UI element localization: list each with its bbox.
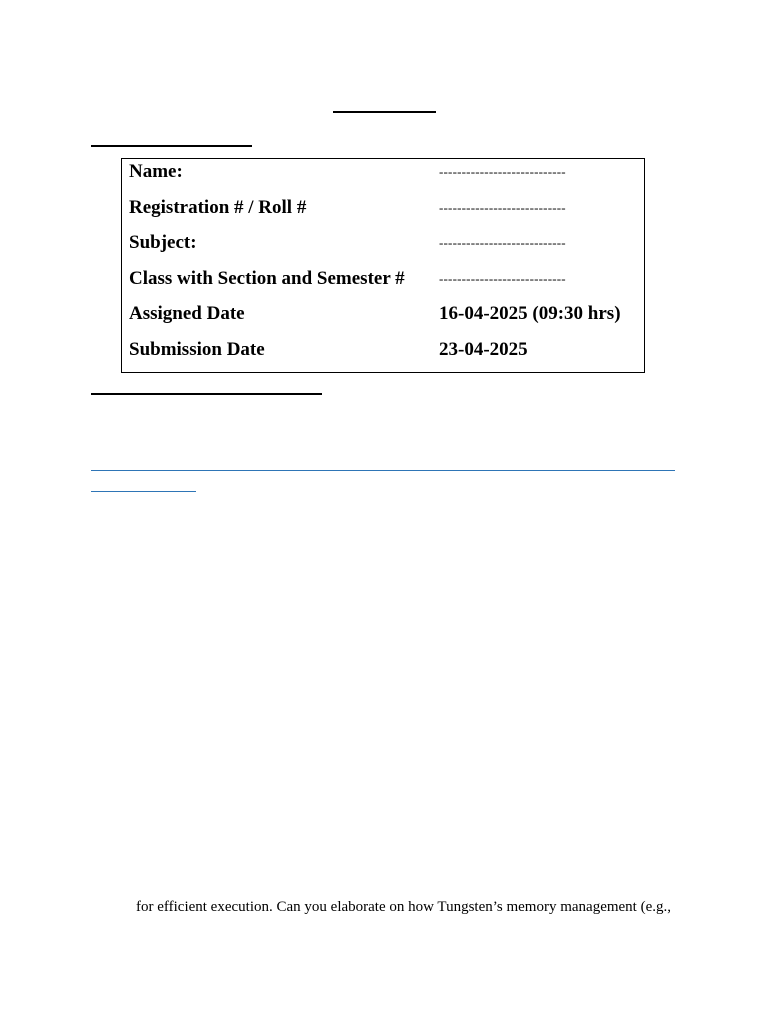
info-label: Name: xyxy=(129,161,183,182)
submission-date-value: 23-04-2025 xyxy=(439,339,528,360)
info-row-name xyxy=(122,157,644,187)
info-label: Subject: xyxy=(129,232,197,253)
student-info-table xyxy=(121,158,645,373)
info-row-subject xyxy=(122,228,644,258)
body-paragraph-line: for efficient execution. Can you elaborate on how Tungsten’s memory management (e.g., xyxy=(136,899,672,915)
info-label: Assigned Date xyxy=(129,303,245,324)
section-heading-underline xyxy=(91,145,252,147)
info-value-blank: ---------------------------- xyxy=(439,200,566,215)
hyperlink-underline[interactable] xyxy=(91,470,675,471)
info-row-registration xyxy=(122,193,644,223)
title-underline xyxy=(333,111,436,113)
info-value-blank: ---------------------------- xyxy=(439,235,566,250)
section-heading-underline xyxy=(91,393,322,395)
info-label: Class with Section and Semester # xyxy=(129,268,405,289)
info-row-submission-date xyxy=(122,335,644,365)
info-label: Submission Date xyxy=(129,339,265,360)
hyperlink-underline[interactable] xyxy=(91,491,196,492)
assigned-date-value: 16-04-2025 (09:30 hrs) xyxy=(439,303,621,324)
info-label: Registration # / Roll # xyxy=(129,197,307,218)
info-value-blank: ---------------------------- xyxy=(439,271,566,286)
info-row-class xyxy=(122,264,644,294)
info-value-blank: ---------------------------- xyxy=(439,164,566,179)
info-row-assigned-date xyxy=(122,299,644,329)
